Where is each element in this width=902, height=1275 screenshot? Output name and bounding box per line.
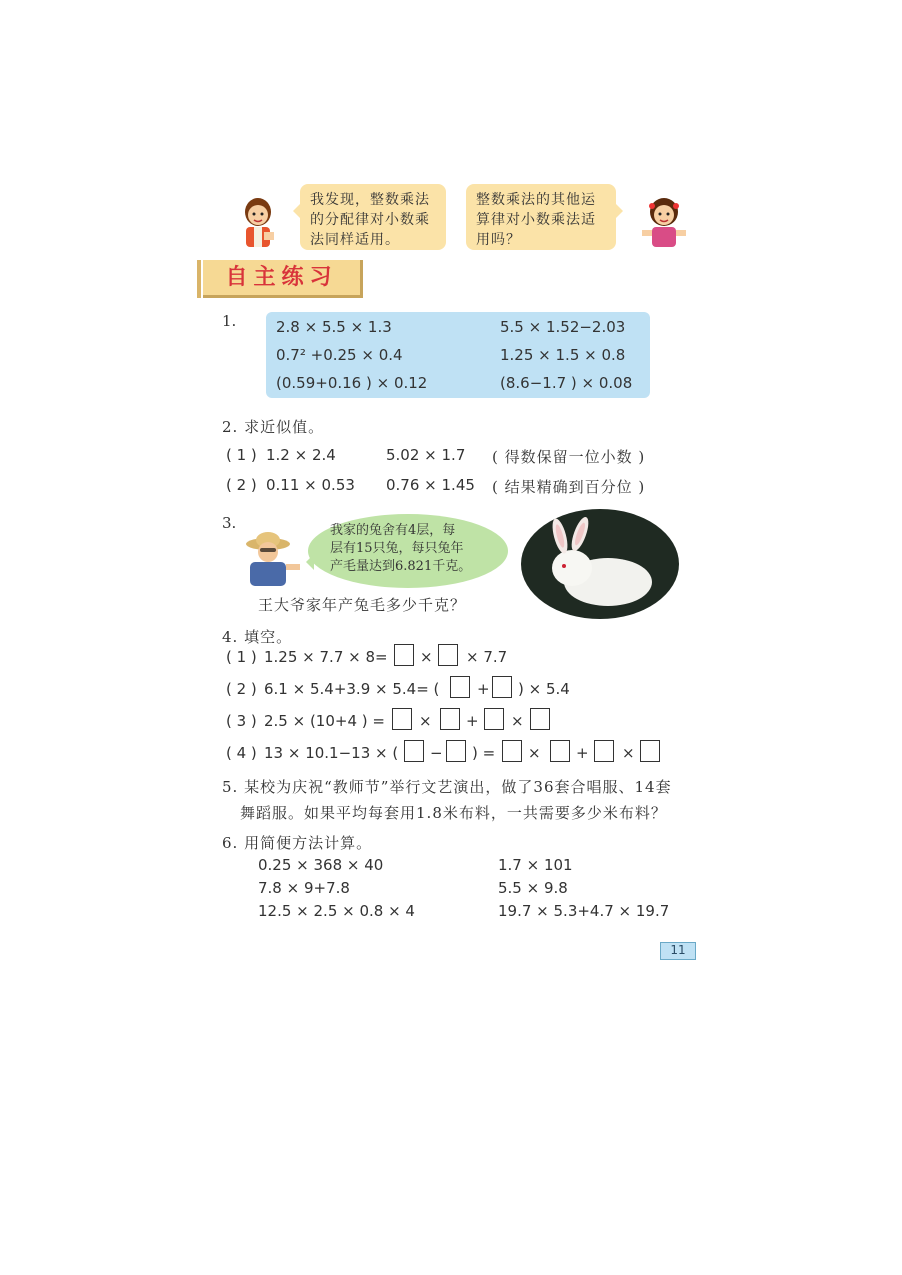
girl-bubble-line: 用吗？ bbox=[476, 232, 521, 248]
q6-expression: 0.25 × 368 × 40 bbox=[258, 856, 384, 874]
q4-expression-end: ) × 5.4 bbox=[518, 680, 570, 698]
q6-expression: 7.8 × 9+7.8 bbox=[258, 879, 350, 897]
q1-expression: 1.25 × 1.5 × 0.8 bbox=[500, 346, 626, 364]
answer-blank[interactable] bbox=[502, 740, 522, 762]
answer-blank[interactable] bbox=[450, 676, 470, 698]
q1-expression: 2.8 × 5.5 × 1.3 bbox=[276, 318, 392, 336]
q1-expression: (8.6−1.7 ) × 0.08 bbox=[500, 374, 633, 392]
q4-operator: + bbox=[576, 744, 589, 762]
q4-row-label: ( 4 ) bbox=[226, 744, 257, 762]
q4-operator: − bbox=[430, 744, 443, 762]
q6-expression: 12.5 × 2.5 × 0.8 × 4 bbox=[258, 902, 415, 920]
section-title: 自主练习 bbox=[225, 265, 338, 290]
q5-line: 舞蹈服。如果平均每套用1.8米布料，一共需要多少米布料？ bbox=[240, 804, 667, 822]
page-number: 11 bbox=[660, 942, 696, 960]
section-header bbox=[203, 260, 363, 298]
boy-speech-bubble bbox=[300, 184, 446, 250]
q4-expression: 2.5 × (10+4 ) = bbox=[264, 712, 385, 730]
q4-row-label: ( 1 ) bbox=[226, 648, 257, 666]
q1-expression: 5.5 × 1.52−2.03 bbox=[500, 318, 626, 336]
grandpa-illustration bbox=[240, 530, 304, 588]
q1-expression: 0.7² +0.25 × 0.4 bbox=[276, 346, 403, 364]
answer-blank[interactable] bbox=[392, 708, 412, 730]
q4-operator: × bbox=[622, 744, 635, 762]
q6-expression: 5.5 × 9.8 bbox=[498, 879, 568, 897]
answer-blank[interactable] bbox=[530, 708, 550, 730]
q2-note: ( 得数保留一位小数 ) bbox=[492, 448, 646, 466]
answer-blank[interactable] bbox=[440, 708, 460, 730]
q4-operator: × bbox=[419, 712, 432, 730]
q2-title: 2. 求近似值。 bbox=[222, 418, 325, 436]
q4-operator: + bbox=[477, 680, 490, 698]
q6-expression: 1.7 × 101 bbox=[498, 856, 573, 874]
answer-blank[interactable] bbox=[484, 708, 504, 730]
answer-blank[interactable] bbox=[594, 740, 614, 762]
rabbit-photo bbox=[520, 508, 680, 620]
boy-bubble-line: 的分配律对小数乘 bbox=[310, 212, 430, 228]
q3-number: 3. bbox=[222, 514, 237, 532]
answer-blank[interactable] bbox=[492, 676, 512, 698]
answer-blank[interactable] bbox=[446, 740, 466, 762]
grandpa-bubble-line: 我家的兔舍有4层，每 bbox=[330, 523, 456, 538]
boy-illustration bbox=[234, 196, 282, 250]
boy-bubble-line: 法同样适用。 bbox=[310, 232, 400, 248]
q4-operator: + bbox=[466, 712, 479, 730]
answer-blank[interactable] bbox=[438, 644, 458, 666]
q4-title: 4. 填空。 bbox=[222, 628, 293, 646]
grandpa-speech-text bbox=[330, 522, 490, 576]
q1-number: 1. bbox=[222, 312, 237, 330]
q2-expression: 0.76 × 1.45 bbox=[386, 476, 475, 494]
boy-bubble-line: 我发现，整数乘法 bbox=[310, 192, 430, 208]
q2-expression: 5.02 × 1.7 bbox=[386, 446, 466, 464]
q4-expression: 1.25 × 7.7 × 8= bbox=[264, 648, 388, 666]
answer-blank[interactable] bbox=[404, 740, 424, 762]
answer-blank[interactable] bbox=[640, 740, 660, 762]
girl-illustration bbox=[638, 196, 690, 250]
q4-row-label: ( 2 ) bbox=[226, 680, 257, 698]
q4-row-label: ( 3 ) bbox=[226, 712, 257, 730]
q4-operator: × bbox=[528, 744, 541, 762]
q2-expression: 1.2 × 2.4 bbox=[266, 446, 336, 464]
q4-expression: 13 × 10.1−13 × ( bbox=[264, 744, 399, 762]
q4-expression: 6.1 × 5.4+3.9 × 5.4= ( bbox=[264, 680, 440, 698]
q4-operator: × bbox=[420, 648, 433, 666]
q3-question: 王大爷家年产兔毛多少千克？ bbox=[258, 596, 467, 614]
answer-blank[interactable] bbox=[550, 740, 570, 762]
grandpa-bubble-line: 产毛量达到6.821千克。 bbox=[330, 559, 472, 574]
q2-row-label: ( 1 ) bbox=[226, 446, 257, 464]
q6-title: 6. 用简便方法计算。 bbox=[222, 834, 373, 852]
answer-blank[interactable] bbox=[394, 644, 414, 666]
q4-operator: × bbox=[511, 712, 524, 730]
q2-note: ( 结果精确到百分位 ) bbox=[492, 478, 646, 496]
q1-expression: (0.59+0.16 ) × 0.12 bbox=[276, 374, 428, 392]
grandpa-bubble-line: 层有15只兔，每只兔年 bbox=[330, 541, 464, 556]
girl-bubble-line: 整数乘法的其他运 bbox=[476, 192, 596, 208]
q6-expression: 19.7 × 5.3+4.7 × 19.7 bbox=[498, 902, 670, 920]
girl-speech-bubble bbox=[466, 184, 616, 250]
q2-row-label: ( 2 ) bbox=[226, 476, 257, 494]
q4-operator: ) = bbox=[472, 744, 496, 762]
q2-expression: 0.11 × 0.53 bbox=[266, 476, 355, 494]
q4-expression-end: × 7.7 bbox=[466, 648, 508, 666]
q5-line: 5. 某校为庆祝“教师节”举行文艺演出，做了36套合唱服、14套 bbox=[222, 778, 672, 796]
girl-bubble-line: 算律对小数乘法适 bbox=[476, 212, 596, 228]
